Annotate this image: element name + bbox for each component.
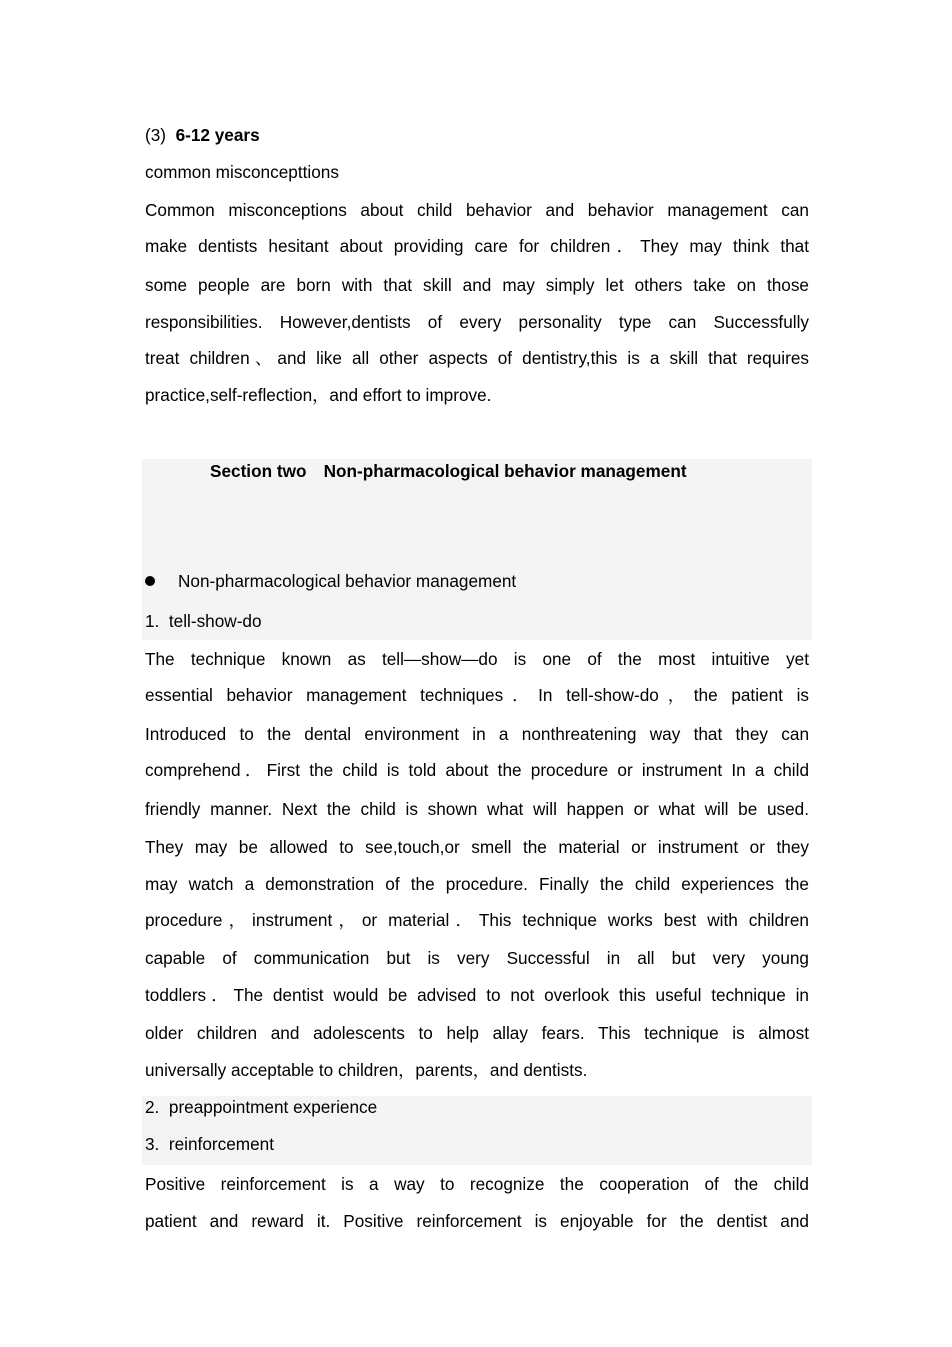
age-heading	[145, 125, 809, 145]
paragraph-line: toddlers．The dentist would be advised to not overlook this useful technique in	[145, 985, 809, 1005]
list-item-preappointment: 2. preappointment experience	[145, 1097, 378, 1117]
paragraph-line: older children and adolescents to help allay fears. This technique is almost	[145, 1023, 809, 1043]
paragraph-line: practice,self-reflection，and effort to improve.	[145, 385, 492, 405]
paragraph-line: some people are born with that skill and may simply let others take on those	[145, 275, 809, 295]
bullet-text: Non-pharmacological behavior management	[178, 571, 517, 591]
paragraph-line: procedure，instrument，or material．This technique works best with children	[145, 910, 809, 930]
paragraph-line: make dentists hesitant about providing care for children．They may think that	[145, 236, 809, 256]
list-item-reinforcement: 3. reinforcement	[145, 1134, 274, 1154]
paragraph-line: treat children、and like all other aspects of dentistry,this is a skill that requires	[145, 348, 809, 368]
paragraph-line: comprehend．First the child is told about the procedure or instrument In a child	[145, 760, 809, 780]
list-item-tell-show-do: 1. tell-show-do	[145, 611, 262, 631]
paragraph-line: Positive reinforcement is a way to recognize the cooperation of the child	[145, 1174, 809, 1194]
paragraph-line: They may be allowed to see,touch,or smell the material or instrument or they	[145, 837, 809, 857]
heading-title: 6-12 years	[175, 125, 260, 145]
section-title: Section two Non-pharmacological behavior management	[210, 461, 687, 481]
paragraph-line: patient and reward it. Positive reinforcement is enjoyable for the dentist and	[145, 1211, 809, 1231]
misconceptions-subtitle: common misconcepttions	[145, 162, 339, 182]
paragraph-line: universally acceptable to children，parents，and dentists.	[145, 1060, 588, 1080]
heading-number: (3)	[145, 125, 167, 145]
paragraph-line: Common misconceptions about child behavior and behavior management can	[145, 200, 809, 220]
paragraph-line: Introduced to the dental environment in a nonthreatening way that they can	[145, 724, 809, 744]
paragraph-line: responsibilities. However,dentists of every personality type can Successfully	[145, 312, 809, 332]
paragraph-line: friendly manner. Next the child is shown what will happen or what will be used.	[145, 799, 809, 819]
bullet-icon	[145, 576, 155, 586]
paragraph-line: capable of communication but is very Successful in all but very young	[145, 948, 809, 968]
paragraph-line: essential behavior management techniques．In tell-show-do，the patient is	[145, 685, 809, 705]
paragraph-line: The technique known as tell—show—do is one of the most intuitive yet	[145, 649, 809, 669]
paragraph-line: may watch a demonstration of the procedure. Finally the child experiences the	[145, 874, 809, 894]
